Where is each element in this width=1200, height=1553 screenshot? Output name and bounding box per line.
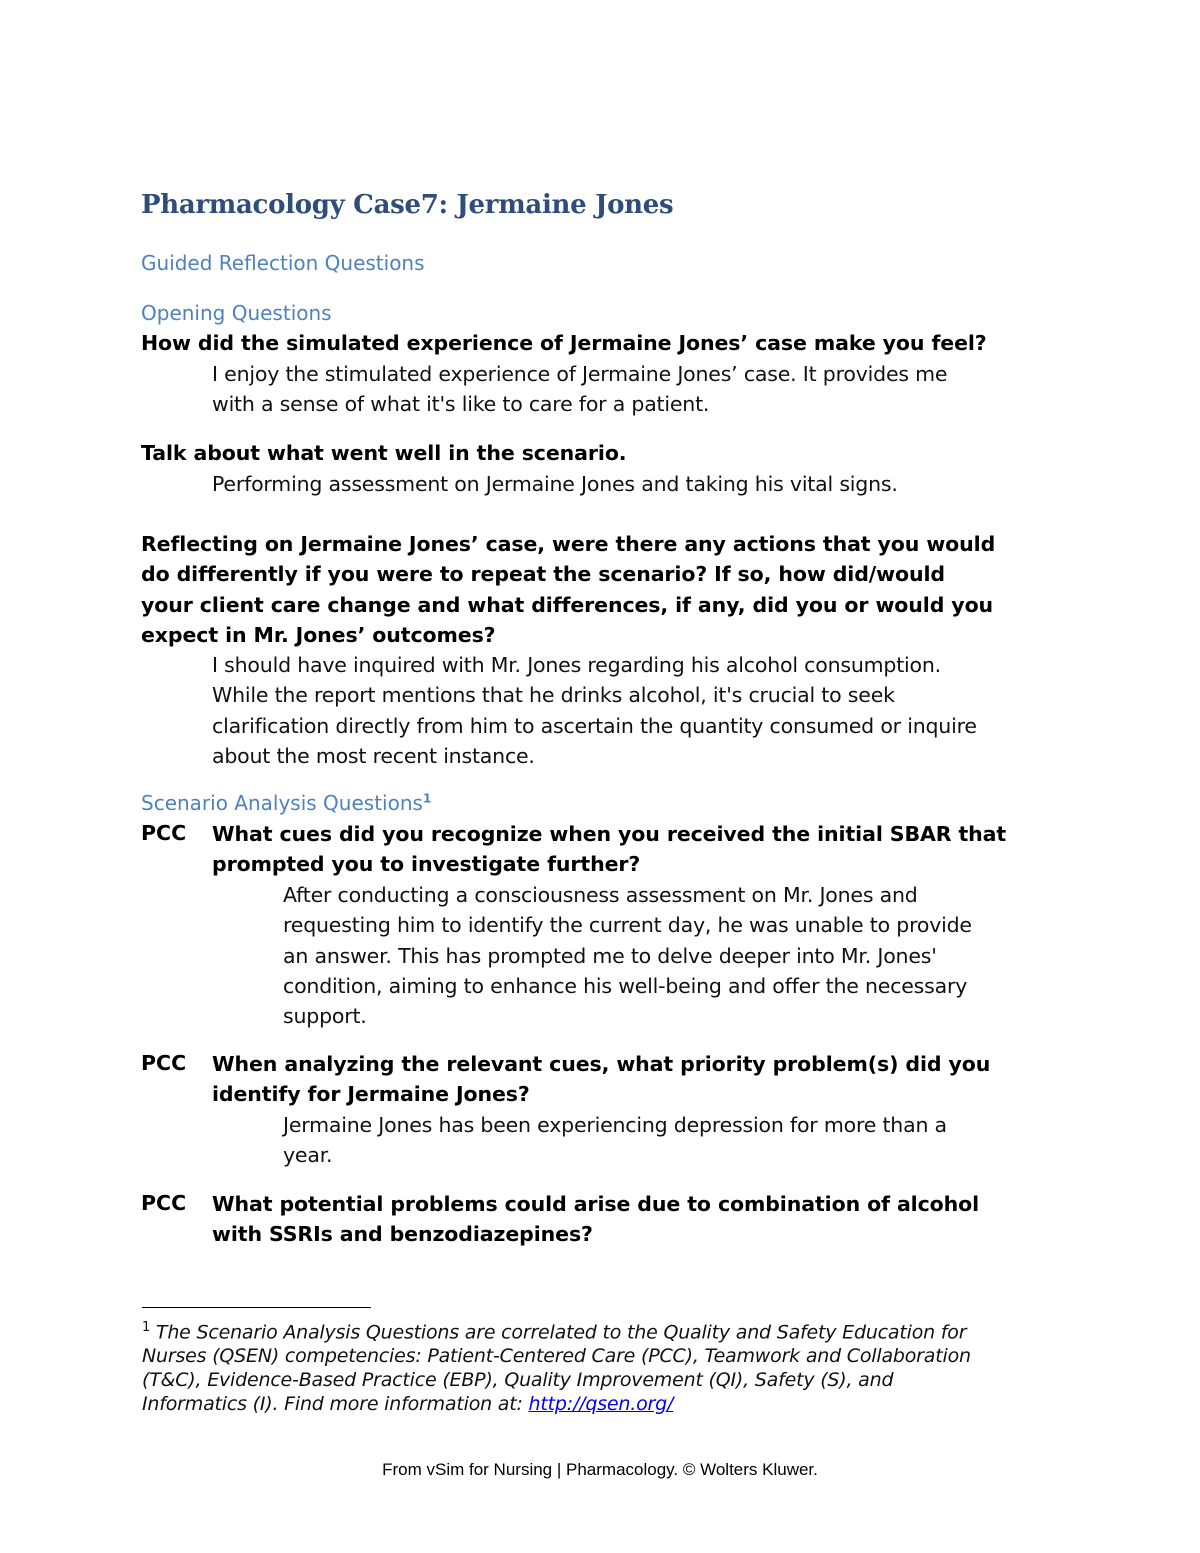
- footnote-line-text: The Scenario Analysis Questions are correlated to the Quality and Safety Education for: [155, 1321, 967, 1344]
- item-2-answer-line: Jermaine Jones has been experiencing depression for more than a: [283, 1113, 947, 1137]
- item-1-question: [212, 819, 1006, 880]
- item-2-question-line: identify for Jermaine Jones?: [212, 1082, 530, 1107]
- footnote-line: (T&C), Evidence-Based Practice (EBP), Quality Improvement (QI), Safety (S), and: [142, 1369, 894, 1392]
- footnote-reference[interactable]: 1: [422, 791, 432, 806]
- item-3-question: [212, 1189, 979, 1250]
- opening-questions-heading: Opening Questions: [141, 301, 332, 325]
- item-2-question: [212, 1049, 990, 1110]
- document-title: Pharmacology Case7: Jermaine Jones: [141, 190, 674, 220]
- page-footer: From vSim for Nursing | Pharmacology. © Wolters Kluwer.: [382, 1460, 818, 1479]
- item-1-question-line: What cues did you recognize when you received the initial SBAR that: [212, 822, 1007, 846]
- question-3-line: expect in Mr. Jones’ outcomes?: [141, 622, 496, 647]
- answer-2: Performing assessment on Jermaine Jones and taking his vital signs.: [212, 472, 898, 496]
- question-2: Talk about what went well in the scenario.: [141, 441, 627, 465]
- item-2-answer: [283, 1110, 947, 1171]
- question-1: How did the simulated experience of Jermaine Jones’ case make you feel?: [141, 331, 987, 355]
- footnote-separator: [142, 1307, 371, 1308]
- footnote-line: [142, 1392, 971, 1416]
- item-1-answer-line: support.: [283, 1004, 367, 1029]
- item-1-answer-line: condition, aiming to enhance his well-being and offer the necessary: [283, 973, 968, 998]
- question-3-line: do differently if you were to repeat the scenario? If so, how did/would: [141, 562, 946, 587]
- answer-3-line: I should have inquired with Mr. Jones regarding his alcohol consumption.: [212, 653, 941, 677]
- item-1-answer-line: an answer. This has prompted me to delve deeper into Mr. Jones': [283, 943, 937, 968]
- footnote-line: Nurses (QSEN) competencies: Patient-Centered Care (PCC), Teamwork and Collaboration: [142, 1345, 971, 1368]
- item-3-tag: PCC: [141, 1191, 187, 1215]
- question-3-line: Reflecting on Jermaine Jones’ case, were there any actions that you would: [141, 532, 996, 556]
- scenario-analysis-heading: [141, 791, 431, 815]
- item-1-tag: PCC: [141, 821, 187, 845]
- answer-3-line: about the most recent instance.: [212, 743, 535, 768]
- footnote: [142, 1316, 971, 1416]
- footnote-mark: 1: [142, 1320, 151, 1335]
- answer-1-line: I enjoy the stimulated experience of Jermaine Jones’ case. It provides me: [212, 362, 948, 386]
- answer-3-line: clarification directly from him to ascertain the quantity consumed or inquire: [212, 713, 977, 738]
- question-3-line: your client care change and what differences, if any, did you or would you: [141, 592, 994, 617]
- item-1-answer: [283, 880, 972, 1031]
- item-3-question-line: with SSRIs and benzodiazepines?: [212, 1222, 593, 1247]
- answer-1: [212, 359, 947, 420]
- footnote-line-text: Informatics (I). Find more information at:: [142, 1393, 529, 1416]
- item-1-answer-line: requesting him to identify the current day, he was unable to provide: [283, 913, 972, 938]
- item-1-answer-line: After conducting a consciousness assessment on Mr. Jones and: [283, 883, 918, 907]
- footnote-line: [142, 1316, 971, 1344]
- guided-reflection-heading: Guided Reflection Questions: [141, 251, 425, 275]
- item-2-question-line: When analyzing the relevant cues, what priority problem(s) did you: [212, 1052, 991, 1076]
- item-3-question-line: What potential problems could arise due to combination of alcohol: [212, 1192, 980, 1216]
- answer-1-line: with a sense of what it's like to care for a patient.: [212, 392, 710, 417]
- item-2-answer-line: year.: [283, 1143, 333, 1168]
- answer-3: [212, 650, 977, 771]
- scenario-analysis-heading-text: Scenario Analysis Questions: [141, 791, 423, 815]
- item-1-question-line: prompted you to investigate further?: [212, 852, 641, 877]
- item-2-tag: PCC: [141, 1051, 187, 1075]
- qsen-link[interactable]: http://qsen.org/: [528, 1393, 674, 1416]
- question-3: [141, 529, 995, 650]
- answer-3-line: While the report mentions that he drinks alcohol, it's crucial to seek: [212, 683, 895, 708]
